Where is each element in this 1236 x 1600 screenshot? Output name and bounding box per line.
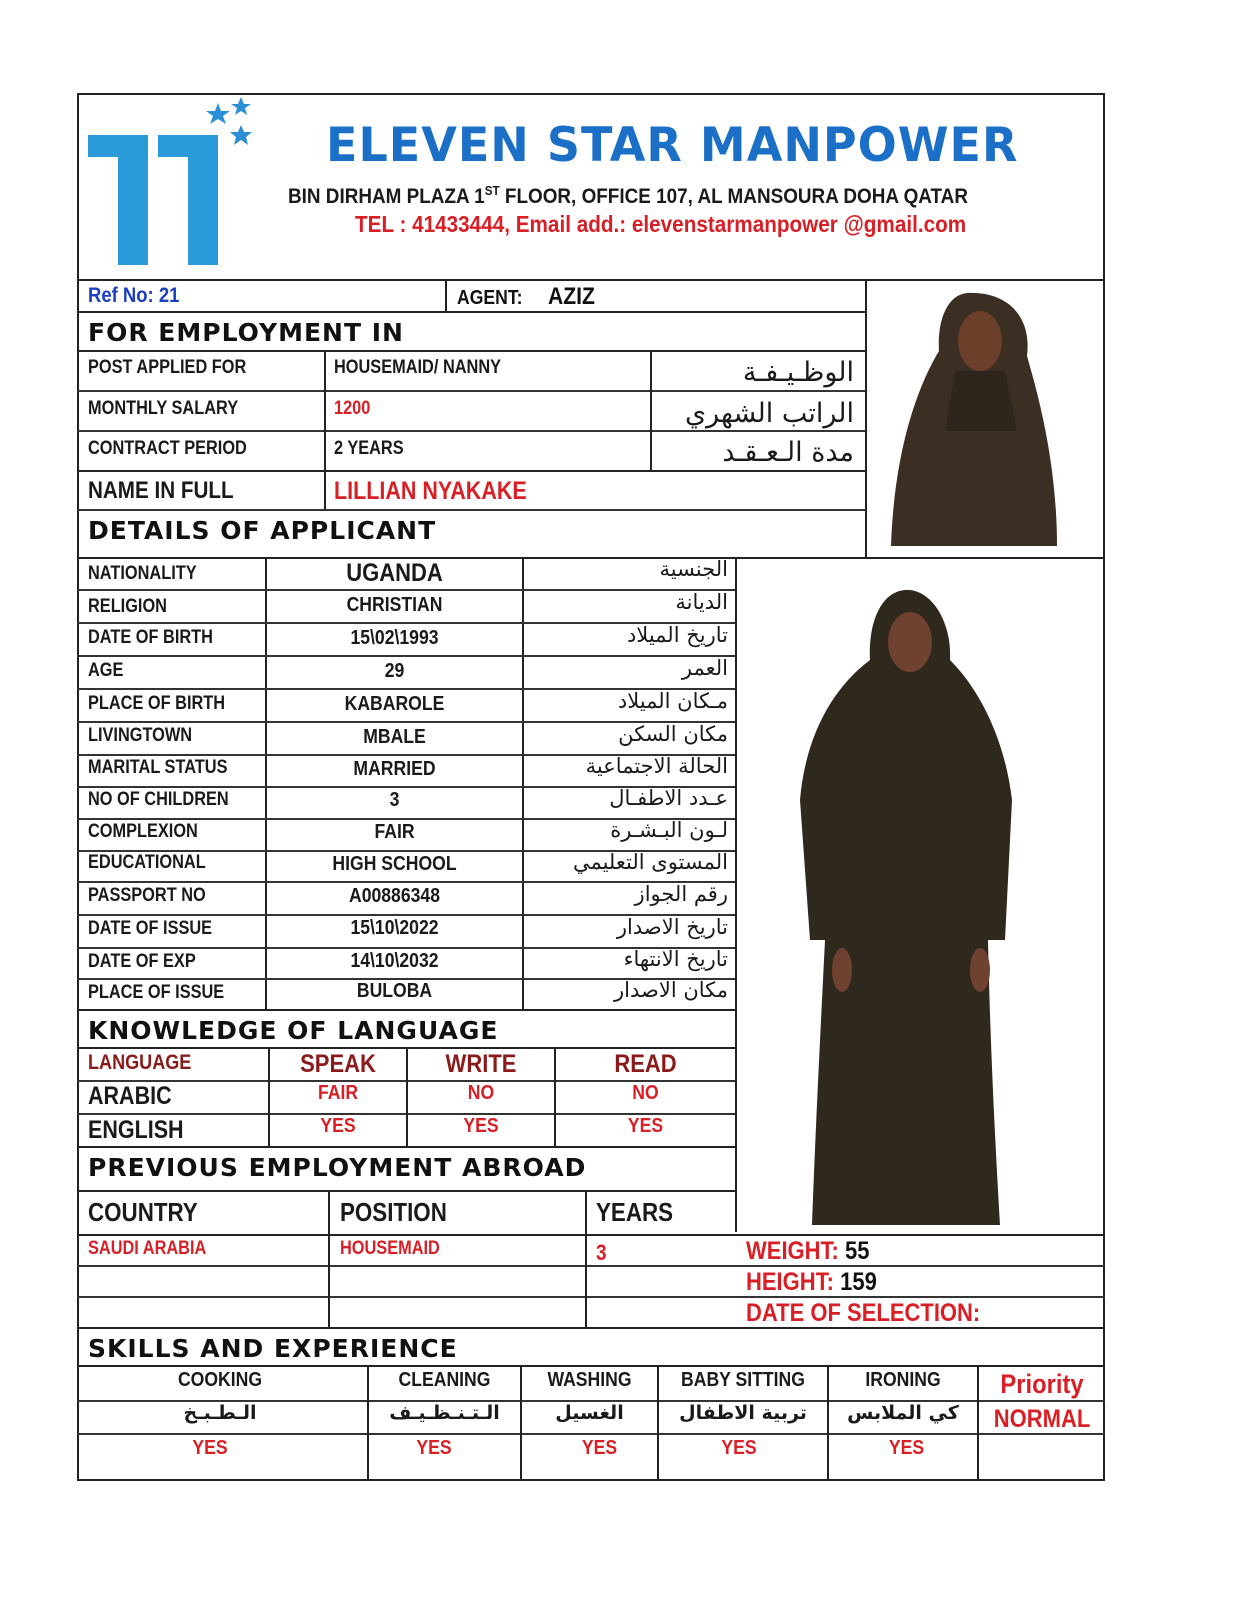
detail-label: DATE OF BIRTH: [88, 627, 213, 648]
write-header: WRITE: [445, 1050, 517, 1078]
salary-label: MONTHLY SALARY: [88, 398, 239, 419]
detail-value: 3: [389, 789, 400, 811]
skill-arabic: الغسيل: [555, 1402, 624, 1424]
contract-value: 2 YEARS: [334, 438, 404, 459]
agent-value: AZIZ: [548, 283, 595, 310]
country-header: COUNTRY: [88, 1197, 198, 1227]
language-title: KNOWLEDGE OF LANGUAGE: [88, 1016, 499, 1045]
detail-arabic: تاريخ الاصدار: [616, 915, 728, 939]
previous-position: HOUSEMAID: [340, 1238, 440, 1259]
employment-title: FOR EMPLOYMENT IN: [88, 318, 404, 347]
language-speak: FAIR: [317, 1082, 359, 1104]
company-contact: TEL : 41433444, Email add.: elevenstarmanpower @gmail.com: [355, 211, 967, 237]
detail-label: PASSPORT NO: [88, 885, 206, 906]
detail-arabic: مـكان الميلاد: [617, 689, 728, 713]
address-sup: ST: [484, 183, 500, 198]
detail-value: 14\10\2032: [350, 950, 439, 972]
detail-label: NO OF CHILDREN: [88, 789, 229, 810]
address-rest: FLOOR, OFFICE 107, AL MANSOURA DOHA QATAR: [499, 185, 968, 208]
detail-label: DATE OF EXP: [88, 951, 196, 972]
skill-name: CLEANING: [398, 1369, 491, 1391]
selection-label: DATE OF SELECTION:: [746, 1299, 981, 1327]
skill-arabic: الـطـبـخ: [183, 1402, 257, 1424]
language-speak: YES: [320, 1115, 356, 1137]
ref-number: Ref No: 21: [88, 284, 180, 307]
weight-label: WEIGHT:: [746, 1237, 839, 1265]
language-write: NO: [467, 1082, 495, 1104]
skill-value: YES: [888, 1437, 925, 1459]
detail-label: PLACE OF BIRTH: [88, 693, 226, 714]
detail-label: PLACE OF ISSUE: [88, 982, 225, 1003]
detail-arabic: مكان السكن: [618, 722, 728, 746]
company-name: ELEVEN STAR MANPOWER: [326, 118, 1019, 173]
detail-label: LIVINGTOWN: [88, 725, 193, 746]
detail-label: NATIONALITY: [88, 563, 197, 584]
post-label: POST APPLIED FOR: [88, 357, 247, 378]
detail-value: 29: [384, 660, 405, 682]
skill-value: YES: [192, 1437, 228, 1459]
detail-label: EDUCATIONAL: [88, 852, 206, 873]
language-header: LANGUAGE: [88, 1051, 192, 1074]
height-value: 159: [840, 1268, 877, 1296]
priority-value: NORMAL: [993, 1405, 1091, 1433]
language-name: ARABIC: [88, 1082, 172, 1110]
weight-value: 55: [845, 1237, 870, 1265]
skill-name: IRONING: [865, 1369, 941, 1391]
speak-header: SPEAK: [300, 1050, 376, 1078]
applicant-photo-portrait: [867, 281, 1103, 546]
detail-arabic: الديانة: [675, 590, 728, 614]
read-header: READ: [614, 1050, 677, 1078]
detail-arabic: مكان الاصدار: [614, 978, 728, 1002]
agent-label: AGENT:: [457, 287, 523, 309]
skills-title: SKILLS AND EXPERIENCE: [88, 1334, 458, 1363]
previous-title: PREVIOUS EMPLOYMENT ABROAD: [88, 1153, 587, 1182]
post-arabic: الوظـيـفـة: [742, 357, 854, 388]
skill-value: YES: [721, 1437, 757, 1459]
height-row: [746, 1268, 877, 1297]
detail-value: MBALE: [363, 726, 426, 748]
skill-arabic: كي الملابس: [847, 1402, 959, 1424]
detail-label: AGE: [88, 660, 124, 681]
detail-label: COMPLEXION: [88, 821, 198, 842]
language-name: ENGLISH: [88, 1116, 184, 1144]
previous-years: 3: [596, 1240, 607, 1265]
detail-label: DATE OF ISSUE: [88, 918, 213, 939]
details-title: DETAILS OF APPLICANT: [88, 516, 437, 545]
weight-row: [746, 1237, 869, 1266]
detail-arabic: رقم الجواز: [634, 882, 728, 906]
detail-value: MARRIED: [353, 758, 436, 780]
detail-label: MARITAL STATUS: [88, 757, 228, 778]
logo-eleven-icon: [88, 135, 218, 265]
detail-arabic: تاريخ الميلاد: [626, 623, 728, 647]
detail-label: RELIGION: [88, 596, 167, 617]
skill-value: YES: [581, 1437, 618, 1459]
detail-value: BULOBA: [356, 980, 433, 1002]
language-read: NO: [632, 1082, 659, 1104]
company-logo: [88, 95, 268, 275]
years-header: YEARS: [596, 1197, 674, 1227]
detail-value: KABAROLE: [344, 693, 445, 715]
detail-arabic: الحالة الاجتماعية: [585, 754, 728, 778]
detail-value: CHRISTIAN: [346, 594, 443, 616]
salary-arabic: الراتب الشهري: [684, 398, 854, 429]
contract-arabic: مدة الـعـقـد: [722, 437, 854, 468]
detail-value: 15\02\1993: [350, 627, 439, 649]
salary-value: 1200: [334, 398, 371, 419]
detail-value: FAIR: [374, 821, 415, 843]
detail-value: HIGH SCHOOL: [332, 853, 457, 875]
skill-arabic: تربية الاطفال: [679, 1402, 807, 1424]
skill-name: BABY SITTING: [681, 1369, 805, 1391]
detail-value: A00886348: [348, 885, 441, 907]
position-header: POSITION: [340, 1197, 447, 1227]
detail-arabic: عـدد الاطفـال: [609, 786, 728, 810]
detail-value: 15\10\2022: [350, 917, 439, 939]
skill-value: YES: [416, 1437, 452, 1459]
detail-arabic: العمر: [681, 656, 728, 680]
name-label: NAME IN FULL: [88, 477, 234, 504]
language-write: YES: [463, 1115, 499, 1137]
company-address: [288, 183, 968, 209]
detail-arabic: المستوى التعليمي: [572, 850, 728, 874]
post-value: HOUSEMAID/ NANNY: [334, 357, 502, 378]
applicant-photo-full: [800, 580, 1025, 1230]
previous-country: SAUDI ARABIA: [88, 1238, 207, 1259]
priority-label: Priority: [1000, 1369, 1084, 1399]
detail-arabic: تاريخ الانتهاء: [623, 947, 728, 971]
skill-arabic: الـتـنـظـيـف: [389, 1402, 500, 1424]
height-label: HEIGHT:: [746, 1268, 834, 1296]
skill-name: COOKING: [177, 1369, 263, 1391]
detail-arabic: لـون البـشـرة: [610, 818, 728, 842]
contract-label: CONTRACT PERIOD: [88, 438, 247, 459]
detail-value: UGANDA: [346, 559, 443, 587]
name-value: LILLIAN NYAKAKE: [334, 477, 527, 505]
skill-name: WASHING: [547, 1369, 632, 1391]
address-main: BIN DIRHAM PLAZA 1: [288, 185, 485, 208]
detail-arabic: الجنسية: [659, 557, 728, 581]
language-read: YES: [627, 1115, 664, 1137]
